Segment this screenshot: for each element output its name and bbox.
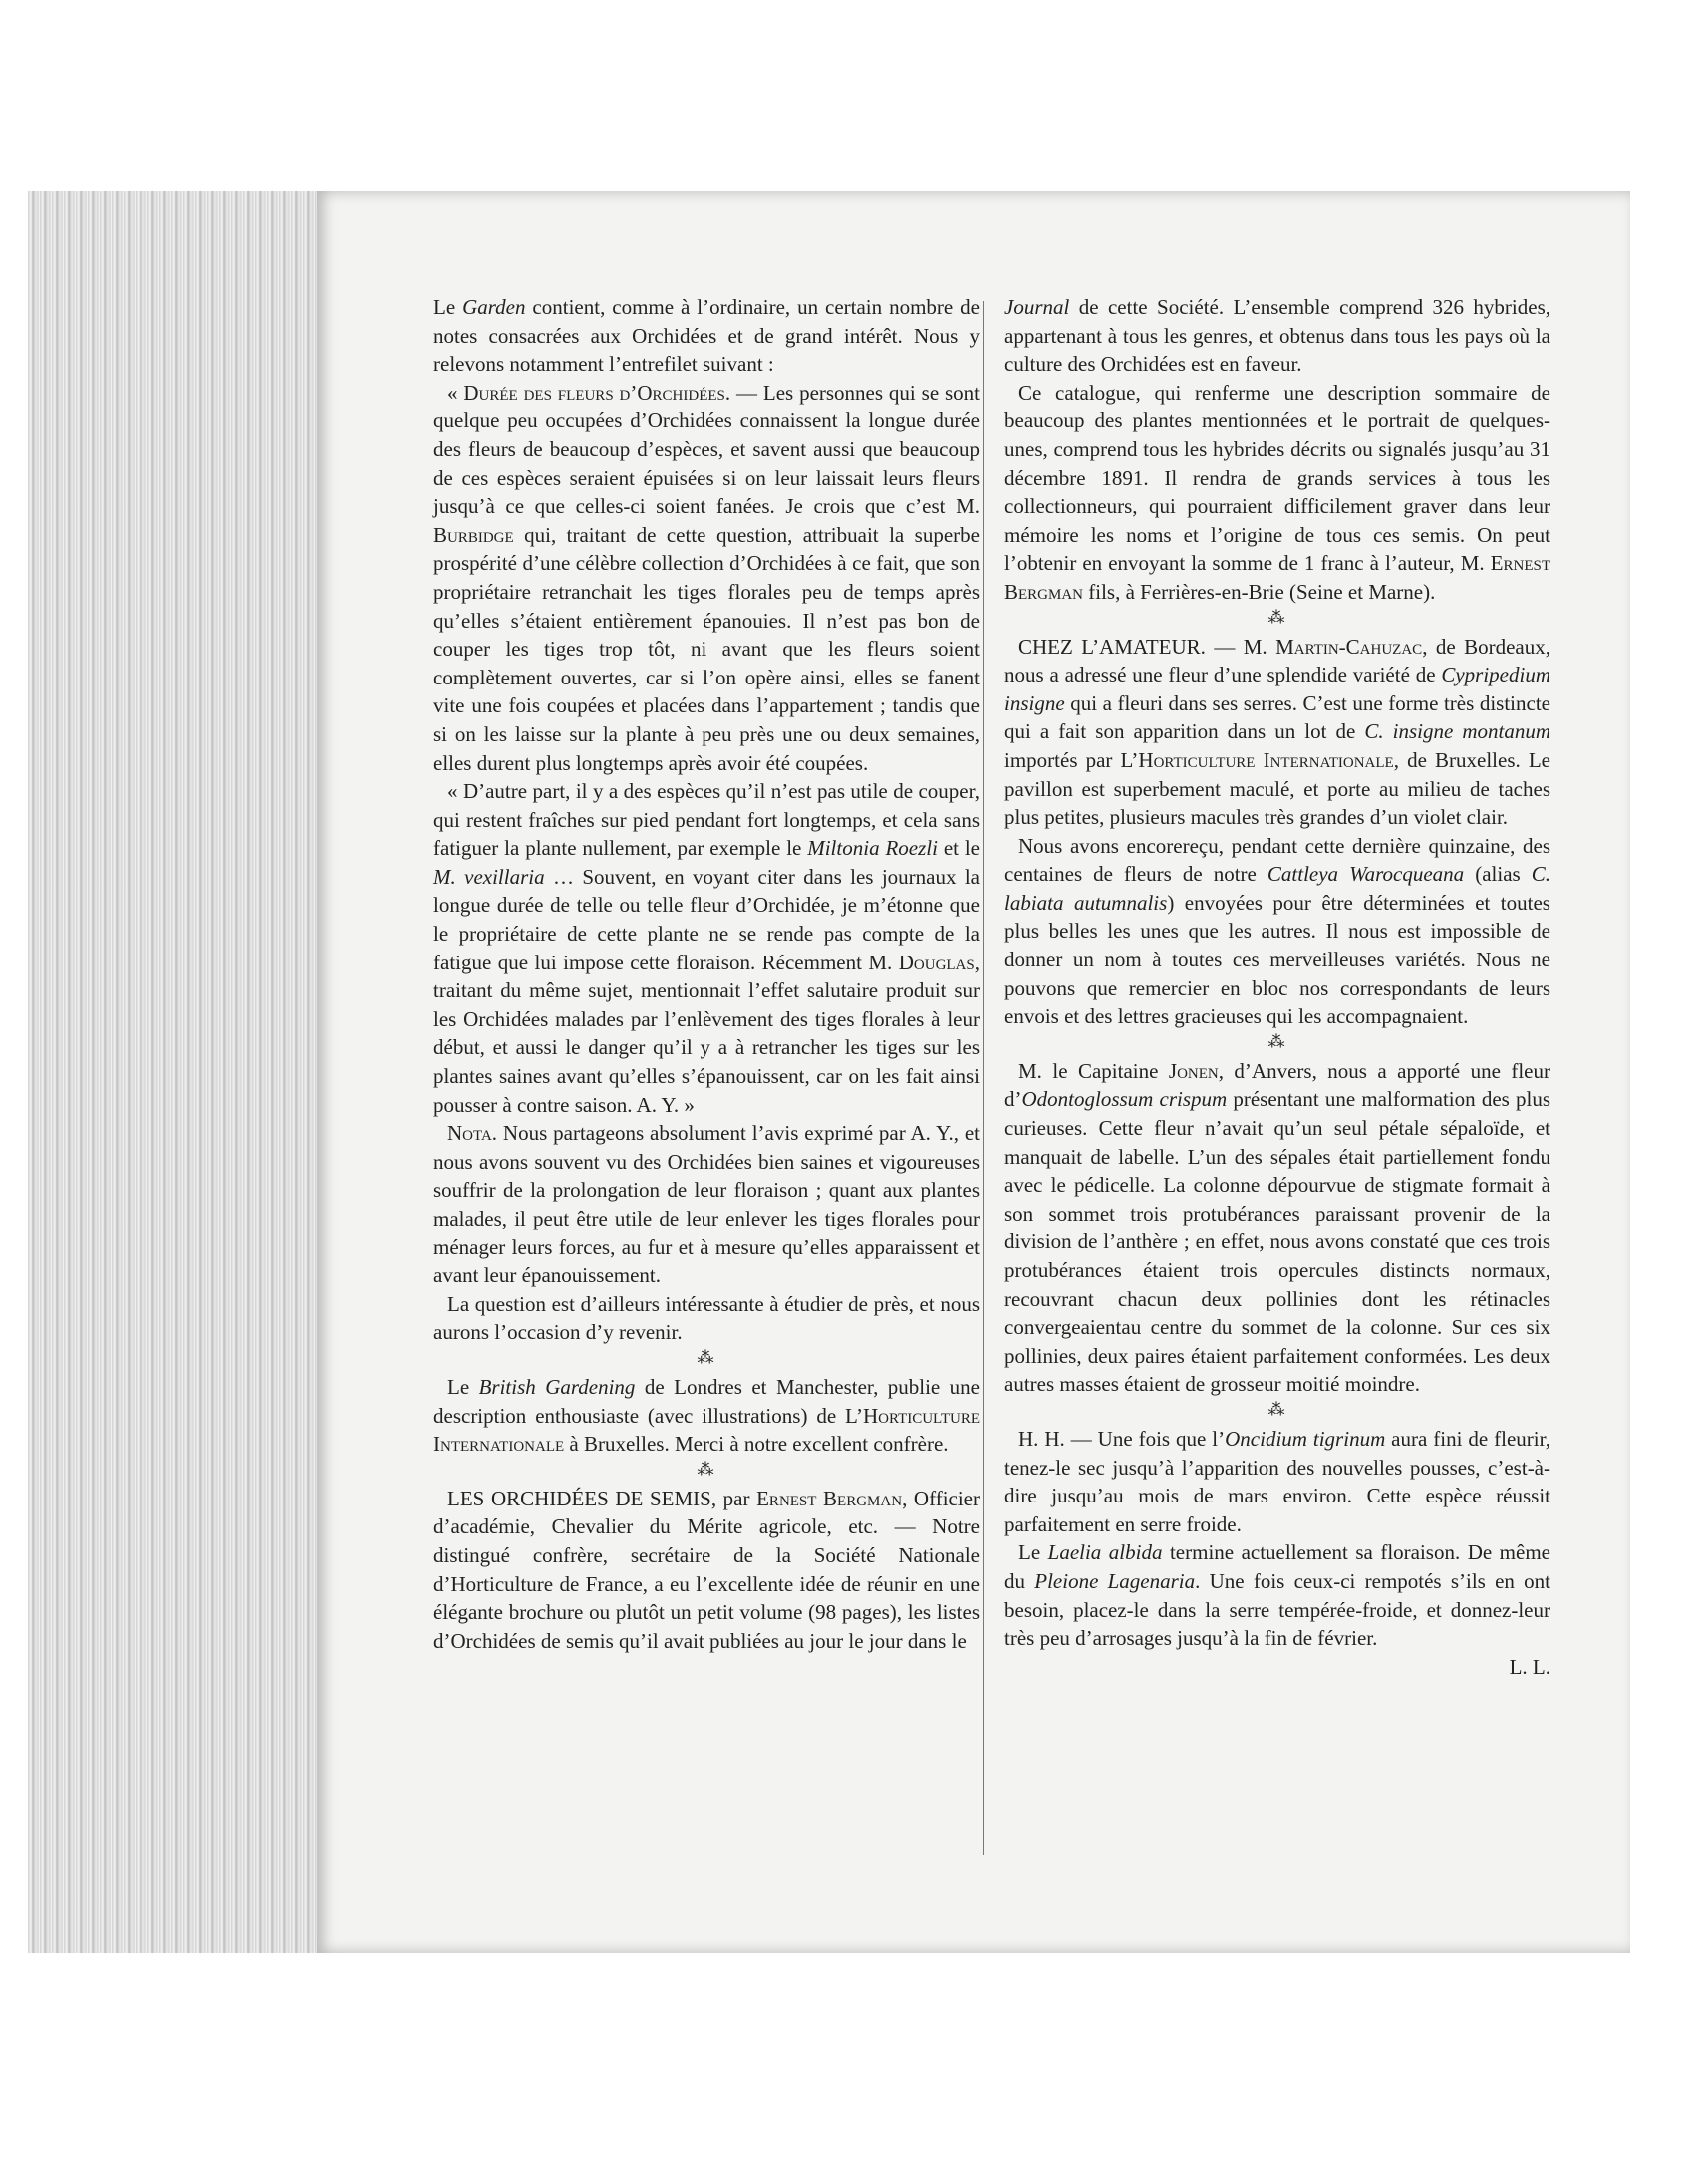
paragraph-text: La question est d’ailleurs intéressante à étudier de près, et nous aurons l’occasion d’y revenir. xyxy=(433,1291,980,1345)
article-paragraph xyxy=(1004,293,1550,379)
paragraph-text: H. H. — Une fois que l’ xyxy=(1018,1426,1226,1451)
paragraph-text: ) envoyées pour être déterminées et toutes plus belles les unes que les autres. Il nous est impossible de donner un nom à toutes ces merveilleuses variétés. Nous ne pouvons que remercier en bloc nos correspondants de leurs envois et des lettres gracieuses qui les accompagnaient. xyxy=(1004,890,1550,1029)
paragraph-text: importés par L’ xyxy=(1004,747,1139,772)
paragraph-text: présentant une malformation des plus curieuses. Cette fleur n’avait qu’un seul pétale sépaloïde, et manquait de labelle. L’un des sépales était partiellement fondu avec le pédicelle. La colonne dépourvue de stigmate formait à son sommet trois protubérances paraissant provenir de la division de l’anthère ; en effet, nous avons constaté que ces trois protubérances étaient trois opercules distincts normaux, recouvrant chacun deux pollinies dont les rétinacles convergeaientau centre du sommet de la colonne. Sur ces six pollinies, deux paires étaient parfaitement conformées. Les deux autres masses étaient de grosseur moitié moindre. xyxy=(1004,1087,1550,1397)
paragraph-text: . Une fois ceux-ci rempotés s’ils en ont besoin, placez-le dans la serre tempérée-froide, et donnez-leur très peu d’arrosages jusqu’à la fin de février. xyxy=(1004,1568,1550,1651)
small-caps-text: Martin-Cahuzac xyxy=(1275,634,1423,659)
article-paragraph xyxy=(1004,1425,1550,1538)
italic-text: British Gardening xyxy=(478,1374,636,1399)
paragraph-text: CHEZ L’AMATEUR. — M. xyxy=(1018,634,1276,659)
italic-text: Journal xyxy=(1004,295,1070,319)
paragraph-text: , Officier d’académie, Chevalier du Mérite agricole, etc. — Notre distingué confrère, secrétaire de la Société Nationale d’Horticulture de France, a eu l’excellente idée de réunir en une élégante brochure ou plutôt un petit volume (98 pages), les listes d’Orchidées de semis qu’il avait publiées au jour le jour dans le xyxy=(433,1486,980,1653)
italic-text: M. vexillaria xyxy=(433,864,545,889)
italic-text: Laelia albida xyxy=(1047,1540,1163,1565)
italic-text: Cattleya Warocqueana xyxy=(1267,862,1465,887)
article-paragraph xyxy=(433,777,980,1119)
paragraph-text: Le xyxy=(1018,1540,1048,1565)
article-paragraph xyxy=(1004,832,1550,1031)
article-paragraph xyxy=(433,293,980,379)
italic-text: Garden xyxy=(462,295,526,319)
paragraph-text: aura fini de fleurir, tenez-le sec jusqu’à l’apparition des nouvelles pousses, c’est-à-dire jusqu’au mois de mars environ. Cette espèce réussit parfaitement en serre froide. xyxy=(1004,1426,1550,1536)
article-paragraph xyxy=(1004,633,1550,832)
section-separator-asterism: ⁂ xyxy=(1268,1031,1287,1051)
paragraph-text: LES ORCHIDÉES DE SEMIS, par xyxy=(447,1486,757,1510)
paragraph-text: , traitant du même sujet, mentionnait l’effet salutaire produit sur les Orchidées malades par l’enlèvement des tiges florales à leur début, et aussi le danger qu’il y a à retrancher les tiges sur les plantes saines avant qu’elles s’épanouissent, car on les fait ainsi pousser à contre saison. A. Y. » xyxy=(433,950,980,1117)
paragraph-text: (alias xyxy=(1464,862,1532,887)
italic-text: Pleione Lagenaria xyxy=(1034,1568,1196,1593)
article-paragraph xyxy=(433,379,980,777)
article-paragraph xyxy=(433,1485,980,1656)
small-caps-text: Douglas xyxy=(898,950,975,974)
paragraph-text: Le xyxy=(433,295,463,319)
paragraph-text: qui a fleuri dans ses serres. C’est une forme très distincte qui a fait son apparition dans un lot de xyxy=(1004,690,1550,744)
paragraph-text: contient, comme à l’ordinaire, un certain nombre de notes consacrées aux Orchidées et de grand intérêt. Nous y relevons notamment l’entrefilet suivant : xyxy=(433,295,980,377)
italic-text: C. labiata autumnalis xyxy=(1004,862,1550,915)
small-caps-text: Ernest Bergman xyxy=(756,1486,903,1510)
small-caps-text: Horticulture Internationale xyxy=(433,1403,980,1457)
paragraph-text: qui, traitant de cette question, attribuait la superbe prospérité d’une célèbre collection d’Orchidées à ce fait, que son propriétaire retranchait les tiges florales peu de temps après qu’elles s’étaient entièrement épanouies. Il n’est pas bon de couper les tiges trop tôt, ni avant que les fleurs soient complètement ouvertes, car si l’on opère ainsi, elles se fanent vite une fois coupées et placées dans l’appartement ; tandis que si on les laisse sur la plante à peu près une ou deux semaines, elles durent plus longtemps après avoir été coupées. xyxy=(433,522,980,775)
paragraph-text: Ce catalogue, qui renferme une description sommaire de beaucoup des plantes mentionnées et le portrait de quelques-unes, comprend tous les hybrides décrits ou signalés jusqu’au 31 décembre 1891. Il rendra de grands services à tous les collectionneurs, qui pourraient difficilement graver dans leur mémoire les noms et l’origine de tous ces semis. On peut l’obtenir en envoyant la somme de 1 franc à l’auteur, M. xyxy=(1004,380,1550,576)
paragraph-text: fils, à Ferrières-en-Brie (Seine et Marne). xyxy=(1083,579,1436,604)
paragraph-text: , de Bordeaux, nous a adressé une fleur d’une splendide variété de xyxy=(1004,634,1550,687)
paragraph-text: et le xyxy=(937,836,981,861)
small-caps-text: Ernest Bergman xyxy=(1004,551,1550,604)
paragraph-text: — Les personnes qui se sont quelque peu occupées d’Orchidées connaissent la longue durée des fleurs de beaucoup d’espèces, et savent aussi que beaucoup de ces espèces seraient épuisées si on leur laissait leurs fleurs jusqu’à ce que celles-ci soient fanées. Je crois que c’est M. xyxy=(433,380,981,519)
article-paragraph xyxy=(433,1373,980,1459)
signature-initials: L. L. xyxy=(1509,1654,1550,1679)
paragraph-text: … Souvent, en voyant citer dans les journaux la longue durée de telle ou telle fleur d’Orchidée, je m’étonne que le propriétaire de cette plante ne se rende pas compte de la fatigue que lui impose cette floraison. Récemment M. xyxy=(433,864,981,974)
signature-line xyxy=(1004,1653,1550,1682)
paragraph-text: de cette Société. L’ensemble comprend 326 hybrides, appartenant à tous les genres, et obtenus dans tous les pays où la culture des Orchidées est en faveur. xyxy=(1004,295,1550,377)
small-caps-text: Burbidge xyxy=(433,522,514,547)
italic-text: Oncidium tigrinum xyxy=(1225,1426,1386,1451)
section-separator-asterism: ⁂ xyxy=(1268,607,1287,627)
paragraph-text: M. le Capitaine xyxy=(1018,1058,1169,1083)
italic-text: C. insigne montanum xyxy=(1364,719,1550,744)
paragraph-text: termine actuellement sa floraison. De même du xyxy=(1004,1540,1550,1593)
paragraph-text: , de Bruxelles. Le pavillon est superbement maculé, et porte au milieu de taches plus petites, plusieurs macules très grandes d’un violet clair. xyxy=(1004,747,1550,830)
column-divider xyxy=(983,301,984,1855)
left-column xyxy=(433,293,980,1655)
article-paragraph xyxy=(433,1290,980,1347)
article-paragraph xyxy=(1004,1057,1550,1399)
article-paragraph xyxy=(433,1119,980,1290)
paragraph-text: , d’Anvers, nous a apporté une fleur d’ xyxy=(1004,1058,1550,1112)
small-caps-text: Jonen xyxy=(1168,1058,1219,1083)
paragraph-text: Nous partageons absolument l’avis exprimé par A. Y., et nous avons souvent vu des Orchidées bien saines et vigoureuses souffrir de la prolongation de leur floraison ; quant aux plantes malades, il peut être utile de leur enlever les tiges florales pour ménager leurs forces, au fur et à mesure qu’elles apparaissent et avant leur épanouissement. xyxy=(433,1121,980,1288)
right-column xyxy=(1004,293,1550,1681)
article-paragraph xyxy=(1004,379,1550,607)
section-separator-asterism: ⁂ xyxy=(697,1347,716,1367)
paragraph-text: « xyxy=(447,380,464,405)
small-caps-text: Horticulture Internationale xyxy=(1138,747,1394,772)
paragraph-text: « D’autre part, il y a des espèces qu’il n’est pas utile de couper, qui restent fraîches sur pied pendant fort longtemps, et cela sans fatiguer la plante nullement, par exemple le xyxy=(433,779,980,861)
small-caps-text: Nota. xyxy=(447,1121,498,1146)
italic-text: Odontoglossum crispum xyxy=(1021,1087,1228,1112)
italic-text: Cypripedium insigne xyxy=(1004,663,1550,715)
small-caps-text: Durée des fleurs d’Orchidées. xyxy=(463,380,731,405)
section-separator-asterism: ⁂ xyxy=(1268,1399,1287,1419)
article-paragraph xyxy=(1004,1538,1550,1652)
section-separator-asterism: ⁂ xyxy=(697,1459,716,1479)
paragraph-text: à Bruxelles. Merci à notre excellent confrère. xyxy=(564,1432,949,1457)
paragraph-text: de Londres et Manchester, publie une description enthousiaste (avec illustrations) de L’ xyxy=(433,1374,981,1428)
book-page-edges xyxy=(28,191,317,1953)
paragraph-text: Le xyxy=(447,1374,479,1399)
italic-text: Miltonia Roezli xyxy=(807,836,938,861)
paragraph-text: Nous avons encorereçu, pendant cette dernière quinzaine, des centaines de fleurs de notre xyxy=(1004,833,1550,887)
